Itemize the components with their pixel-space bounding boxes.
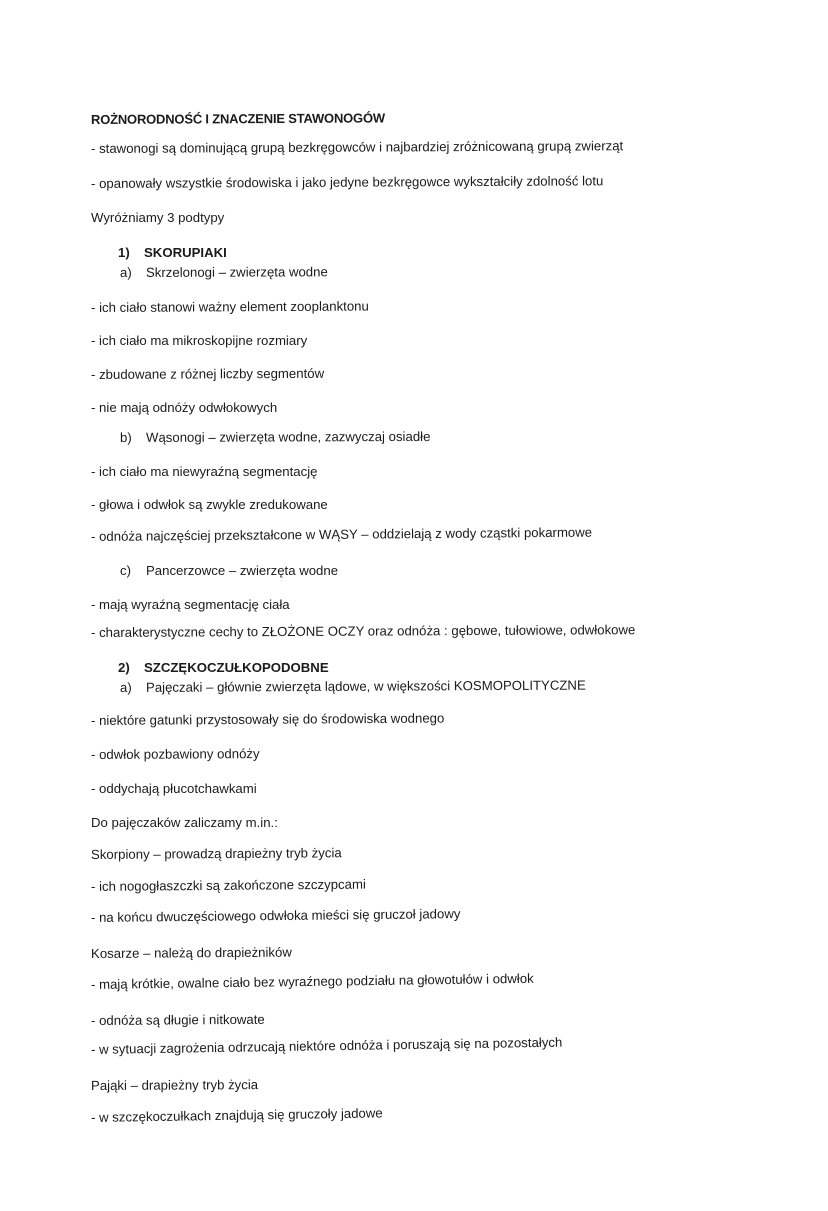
group-heading — [120, 264, 328, 281]
group-letter: c) — [120, 563, 131, 578]
section-name: SZCZĘKOCZUŁKOPODOBNE — [144, 660, 329, 675]
list-item: - zbudowane z różnej liczby segmentów — [90, 365, 325, 382]
list-item: - na końcu dwuczęściowego odwłoka mieści się gruczoł jadowy — [90, 906, 461, 925]
list-item: Kosarze – należą do drapieżników — [90, 944, 292, 961]
list-item: - mają krótkie, owalne ciało bez wyraźnego podziału na głowotułów i odwłok — [90, 970, 534, 992]
group-title: Pancerzowce – zwierzęta wodne — [146, 563, 339, 578]
list-item: - mają wyraźną segmentację ciała — [91, 597, 290, 612]
list-item: - ich ciało ma niewyraźną segmentację — [91, 464, 318, 479]
group-letter: a) — [119, 264, 132, 280]
intro-line: - opanowały wszystkie środowiska i jako jedyne bezkręgowce wykształciły zdolność lotu — [90, 173, 604, 191]
group-title: Pajęczaki – głównie zwierzęta lądowe, w większości KOSMOPOLITYCZNE — [145, 677, 586, 695]
intro-line: - stawonogi są dominującą grupą bezkręgowców i najbardziej zróżnicowaną grupą zwierząt — [90, 138, 624, 156]
list-item: - niektóre gatunki przystosowały się do środowiska wodnego — [90, 710, 445, 728]
list-item: - odnóża są długie i nitkowate — [90, 1011, 265, 1028]
list-item: Skorpiony – prowadzą drapieżny tryb życia — [90, 845, 342, 862]
group-title: Wąsonogi – zwierzęta wodne, zazwyczaj osiadłe — [145, 428, 431, 445]
list-item: Do pajęczaków zaliczamy m.in.: — [91, 815, 278, 830]
section-number: 2) — [118, 660, 130, 675]
group-letter: b) — [119, 429, 132, 445]
list-item: - ich ciało stanowi ważny element zooplanktonu — [90, 298, 369, 315]
group-heading — [120, 429, 430, 446]
document-title: ROŻNORODNOŚĆ I ZNACZENIE STAWONOGÓW — [90, 110, 385, 127]
group-heading — [120, 563, 338, 579]
list-item: - odwłok pozbawiony odnóży — [90, 746, 260, 762]
list-item: - w szczękoczułkach znajdują się gruczoły jadowe — [90, 1105, 383, 1125]
section-heading — [118, 245, 227, 261]
section-number: 1) — [118, 245, 130, 260]
section-heading — [118, 660, 329, 676]
intro-line: Wyróżniamy 3 podtypy — [91, 210, 225, 225]
section-name: SKORUPIAKI — [144, 245, 227, 260]
list-item: - odnóża najczęściej przekształcone w WĄSY – oddzielają z wody cząstki pokarmowe — [90, 524, 593, 544]
list-item: - głowa i odwłok są zwykle zredukowane — [91, 497, 328, 512]
list-item: - charakterystyczne cechy to ZŁOŻONE OCZY oraz odnóża : gębowe, tułowiowe, odwłokowe — [90, 622, 636, 640]
list-item: - ich nogogłaszczki są zakończone szczypcami — [90, 876, 366, 894]
list-item: - ich ciało ma mikroskopijne rozmiary — [91, 333, 308, 348]
group-letter: a) — [119, 679, 132, 695]
group-heading — [120, 678, 586, 696]
group-title: Skrzelonogi – zwierzęta wodne — [145, 264, 328, 280]
list-item: - w sytuacji zagrożenia odrzucają niektóre odnóża i poruszają się na pozostałych — [90, 1034, 563, 1057]
list-item: - nie mają odnóży odwłokowych — [91, 400, 278, 415]
list-item: - oddychają płucotchawkami — [91, 781, 257, 796]
list-item: Pająki – drapieżny tryb życia — [90, 1077, 259, 1093]
